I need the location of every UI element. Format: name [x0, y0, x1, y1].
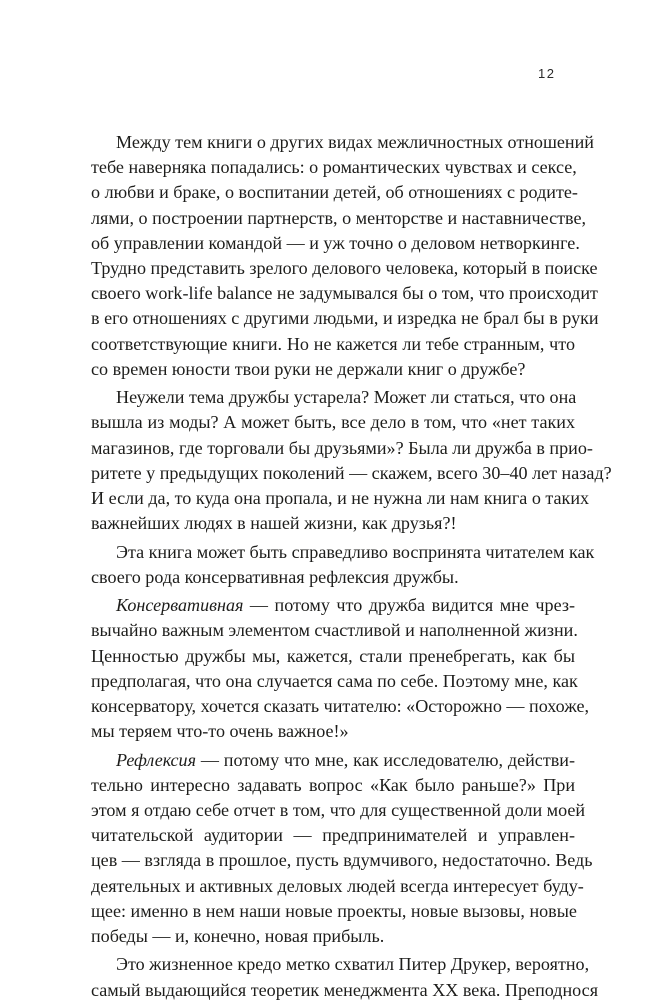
text-line: щее: именно в нем наши новые проекты, новые вызовы, новые: [91, 900, 577, 921]
paragraph: [91, 593, 590, 744]
paragraph: [91, 540, 595, 590]
text-line: победы — и, конечно, новая прибыль.: [91, 926, 385, 947]
text-line: своего рода консервативная рефлексия дружбы.: [91, 566, 459, 587]
text-line: Эта книга может быть справедливо воспринята читателем как: [116, 541, 595, 562]
text-line: Это жизненное кредо метко схватил Питер Друкер, вероятно,: [116, 954, 590, 975]
text-line: вышла из моды? А может быть, все дело в том, что «нет таких: [91, 412, 575, 433]
text-line: вычайно важным элементом счастливой и наполненной жизни.: [91, 620, 578, 641]
text-line: тельно интересно задавать вопрос «Как было раньше?» При: [91, 774, 575, 795]
paragraph: [91, 130, 599, 382]
text-line: о любви и браке, о воспитании детей, об отношениях с родите-: [91, 182, 578, 203]
text-line: цев — взгляда в прошлое, пусть вдумчивого, недостаточно. Ведь: [91, 850, 593, 871]
text-line: Неужели тема дружбы устарела? Может ли статься, что она: [116, 387, 577, 408]
text-line: соответствующие книги. Но не кажется ли тебе странным, что: [91, 333, 575, 354]
page-number: 12: [538, 66, 556, 81]
text-line: магазинов, где торговали бы друзьями»? Была ли дружба в прио-: [91, 437, 593, 458]
text-line: [91, 748, 575, 773]
italic-term: Рефлексия: [116, 749, 197, 770]
text-line: деятельных и активных деловых людей всегда интересует буду-: [91, 875, 584, 896]
text-line: Трудно представить зрелого делового человека, который в поиске: [91, 258, 598, 279]
text-line: предполагая, что она случается сама по себе. Поэтому мне, как: [91, 670, 578, 691]
paragraph: [91, 952, 599, 1002]
text-line: со времен юности твои руки не держали книг о дружбе?: [91, 358, 526, 379]
italic-term: Консервативная: [116, 595, 244, 616]
text-line: лями, о построении партнерств, о менторстве и наставничестве,: [91, 207, 587, 228]
text-run: — потому что дружба видится мне чрез-: [243, 595, 575, 616]
text-line: этом я отдаю себе отчет в том, что для существенной доли моей: [91, 800, 586, 821]
body-text: [91, 130, 612, 1003]
text-line: читательской аудитории — предпринимателей и управлен-: [91, 825, 575, 846]
text-line: самый выдающийся теоретик менеджмента XX века. Преподнося: [91, 979, 599, 1000]
text-line: Между тем книги о других видах межличностных отношений: [116, 132, 594, 152]
text-run: — потому что мне, как исследователю, действи-: [196, 749, 575, 770]
text-line: важнейших людях в нашей жизни, как друзья?!: [91, 513, 457, 534]
text-line: Ценностью дружбы мы, кажется, стали пренебрегать, как бы: [91, 645, 575, 666]
text-line: об управлении командой — и уж точно о деловом нетворкинге.: [91, 232, 580, 253]
text-line: в его отношениях с другими людьми, и изредка не брал бы в руки: [91, 308, 599, 329]
paragraph: [91, 748, 593, 950]
text-line: [91, 593, 575, 618]
text-line: И если да, то куда она пропала, и не нужна ли нам книга о таких: [91, 488, 590, 509]
text-line: тебе наверняка попадались: о романтических чувствах и сексе,: [91, 157, 577, 178]
text-line: ритете у предыдущих поколений — скажем, всего 30–40 лет назад?: [91, 462, 612, 483]
text-line: консерватору, хочется сказать читателю: «Осторожно — похоже,: [91, 696, 590, 717]
paragraph: [91, 385, 612, 536]
text-line: своего work-life balance не задумывался бы о том, что происходит: [91, 283, 598, 304]
text-line: мы теряем что-то очень важное!»: [91, 721, 349, 742]
